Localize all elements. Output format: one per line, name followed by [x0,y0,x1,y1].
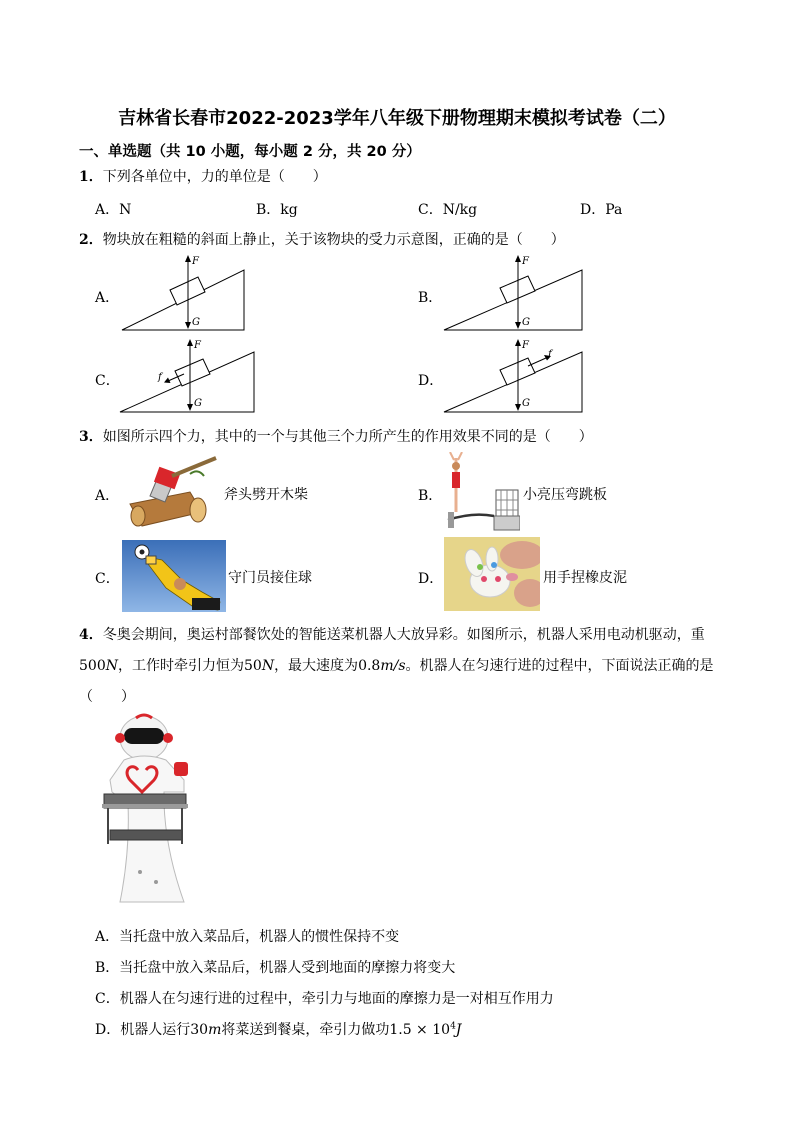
question-3 [79,426,593,446]
question-text: 如图所示四个力，其中的一个与其他三个力所产生的作用效果不同的是（ ） [102,429,593,445]
question-1 [79,166,327,186]
question-4-line-3: （ ） [79,689,135,705]
diving-board-image [444,452,520,532]
goalkeeper-catching-ball-image [122,540,226,612]
q4-option-d[interactable] [95,1019,461,1039]
text-segment: 将菜送到餐桌，牵引力做功 [221,1022,390,1038]
weight-value: 500 [79,658,106,674]
question-text: 物块放在粗糙的斜面上静止，关于该物块的受力示意图，正确的是（ ） [102,232,565,248]
force-label-friction: f [548,349,552,360]
q4-option-c[interactable]: C．机器人在匀速行进的过程中，牵引力与地面的摩擦力是一对相互作用力 [95,991,554,1007]
text-segment: 。机器人在匀速行进的过程中，下面说法正确的是 [405,658,714,674]
q4-option-a[interactable]: A．当托盘中放入菜品后，机器人的惯性保持不变 [95,929,400,945]
q2-option-a[interactable]: A． [95,290,120,306]
q3-option-d[interactable]: D． [418,571,444,587]
q2-diagram-a [118,252,248,334]
q3-option-b[interactable]: B． [418,488,443,504]
hand-squeezing-plasticine-image [444,537,540,611]
question-4-line-2 [79,655,714,675]
force-label-g: G [522,398,530,409]
q2-diagram-b [442,252,584,334]
q2-option-b[interactable]: B． [418,290,443,306]
q1-option-a[interactable]: A．N [95,202,132,218]
question-4 [79,624,705,644]
q1-option-d[interactable]: D．Pa [580,202,623,218]
question-number: 2． [79,232,103,248]
force-label-g: G [194,398,202,409]
axe-splitting-wood-image [120,454,220,530]
unit-ms: m/s [380,658,406,674]
food-delivery-robot-image [100,712,200,912]
force-label-f: F [194,340,201,351]
q1-option-b[interactable]: B．kg [256,202,298,218]
section-heading: 一、单选题（共 10 小题，每小题 2 分，共 20 分） [79,144,421,160]
q2-option-d[interactable]: D． [418,373,444,389]
force-label-f: F [192,256,199,267]
question-number: 3． [79,429,103,445]
q2-option-c[interactable]: C． [95,373,120,389]
question-number: 1． [79,169,103,185]
unit-n: N [105,658,118,674]
q3-caption-a: 斧头劈开木柴 [224,487,308,503]
q3-option-a[interactable]: A． [95,488,120,504]
q2-diagram-d [442,336,584,416]
text-segment: ，工作时牵引力恒为 [117,658,244,674]
q2-diagram-c [118,336,260,416]
text-segment: D．机器人运行 [95,1022,191,1038]
force-label-f: F [522,256,529,267]
speed-value: 0.8 [358,658,381,674]
force-label-g: G [522,317,530,328]
force-label-friction: f [158,372,162,383]
text-segment: ，最大速度为 [274,658,359,674]
question-text: 下列各单位中，力的单位是（ ） [102,169,327,185]
unit-n: N [261,658,275,674]
q3-option-c[interactable]: C． [95,571,120,587]
q3-caption-c: 守门员接住球 [228,570,312,586]
distance-value: 30 [190,1022,209,1038]
work-value: 1.5 × 10 [389,1022,451,1038]
q3-caption-d: 用手捏橡皮泥 [543,570,627,586]
page-title: 吉林省长春市2022-2023学年八年级下册物理期末模拟考试卷（二） [118,108,676,129]
force-label-g: G [192,317,200,328]
question-2 [79,229,565,249]
unit-m: m [208,1022,222,1038]
unit-j: J [455,1022,462,1038]
question-text-line-1: 冬奥会期间，奥运村部餐饮处的智能送菜机器人大放异彩。如图所示，机器人采用电动机驱动，重 [102,627,705,643]
q3-caption-b: 小亮压弯跳板 [523,487,607,503]
traction-value: 50 [243,658,262,674]
question-number: 4． [79,627,103,643]
force-label-f: F [522,340,529,351]
exponent: 4 [450,1021,456,1032]
q1-option-c[interactable]: C．N/kg [418,202,478,218]
q4-option-b[interactable]: B．当托盘中放入菜品后，机器人受到地面的摩擦力将变大 [95,960,456,976]
